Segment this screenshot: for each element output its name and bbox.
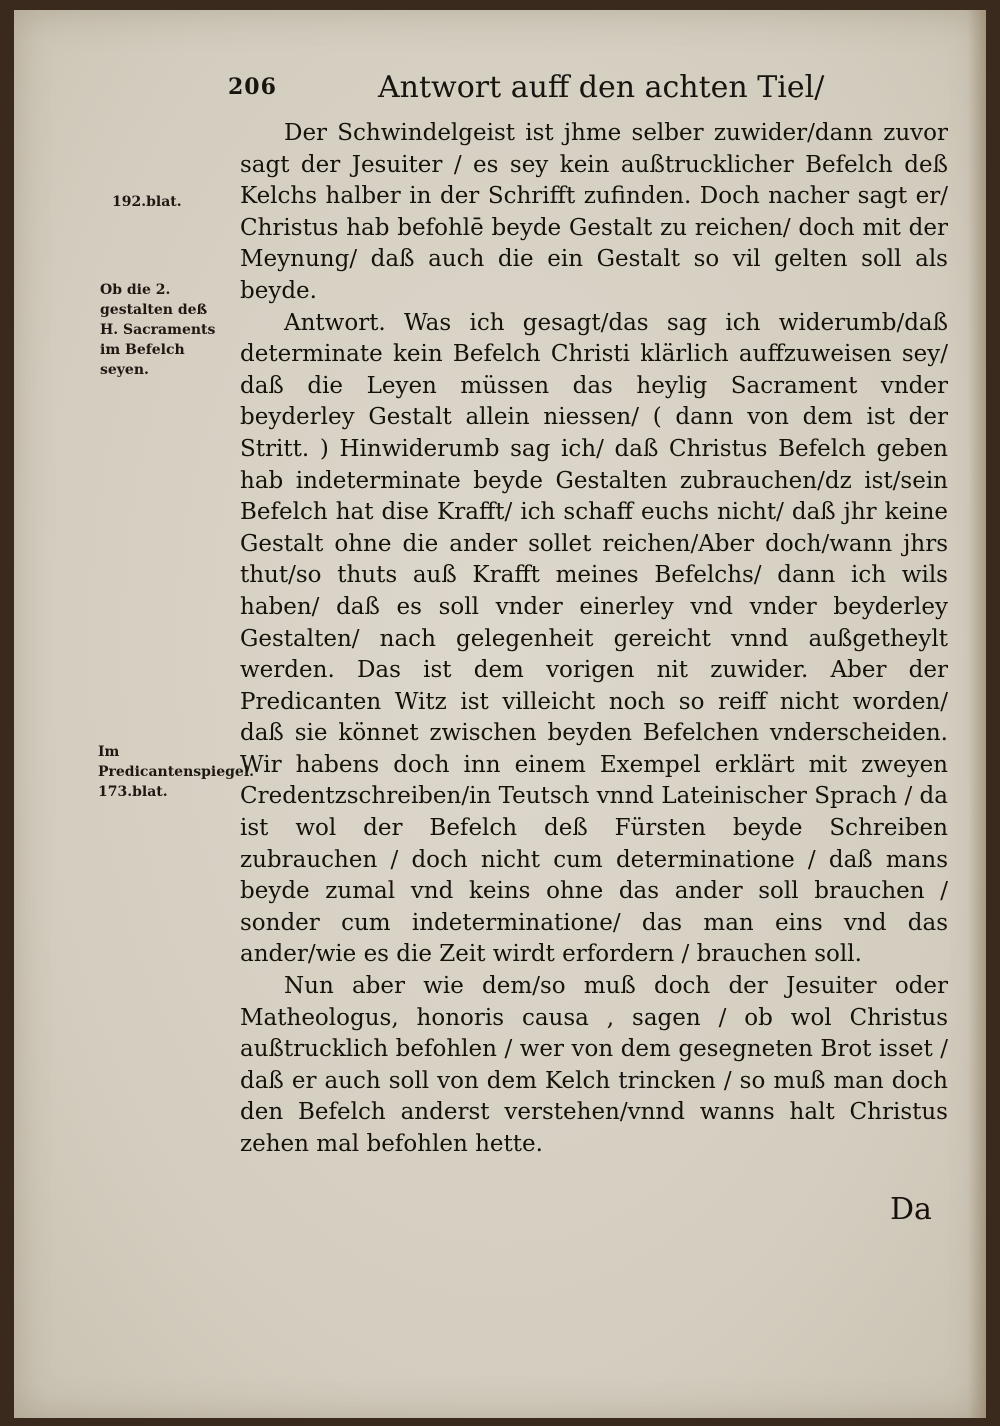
catchword: Da <box>890 1192 932 1227</box>
running-title: Antwort auff den achten Tiel/ <box>378 70 825 105</box>
page-header <box>228 70 825 110</box>
paragraph-1: Der Schwindelgeist ist jhme selber zuwider/dann zuvor sagt der Jesuiter / es sey kein außtrucklicher Befelch deß Kelchs halber in der Schrifft zufinden. Doch nacher sagt er/ Christus hab befohlē beyde Gestalt zu reichen/ doch mit der Meynung/ daß auch die ein Gestalt so vil gelten soll als beyde. <box>240 120 948 304</box>
paragraph-2: Antwort. Was ich gesagt/das sag ich widerumb/daß determinate kein Befelch Christi klärlich auffzuweisen sey/ daß die Leyen müssen das heylig Sacrament vnder beyderley Gestalt allein niessen/ ( dann von dem ist der Stritt. ) Hinwiderumb sag ich/ daß Christus Befelch geben hab indeterminate beyde Gestalten zubrauchen/dz ist/sein Befelch hat dise Krafft/ ich schaff euchs nicht/ daß jhr keine Gestalt ohne die ander sollet reichen/Aber doch/wann jhrs thut/so thuts auß Krafft meines Befelchs/ dann ich wils haben/ daß es soll vnder einerley vnd vnder beyderley Gestalten/ nach gelegenheit gereicht vnnd außgetheylt werden. Das ist dem vorigen nit zuwider. Aber der Predicanten Witz ist villeicht noch so reiff nicht worden/ daß sie könnet zwischen beyden Befelchen vnderscheiden. Wir habens doch inn einem Exempel erklärt mit zweyen Credentzschreiben/in Teutsch vnnd Lateinischer Sprach / da ist wol der Befelch deß Fürsten beyde Schreiben zubrauchen / doch nicht cum determinatione / daß mans beyde zumal vnd keins ohne das ander soll brauchen / sonder cum indeterminatione/ das man eins vnd das ander/wie es die Zeit wirdt erfordern / brauchen soll. <box>240 309 948 968</box>
marginal-note-2: Ob die 2. gestalten deß H. Sacraments im Befelch seyen. <box>100 282 216 378</box>
main-text <box>240 118 948 1161</box>
marginal-note-3: Im Predicantenspiegel. 173.blat. <box>98 744 255 800</box>
marginal-note-1: 192.blat. <box>112 194 182 210</box>
page-edge-shadow <box>968 10 986 1418</box>
page-number: 206 <box>228 74 277 100</box>
paragraph-3: Nun aber wie dem/so muß doch der Jesuiter oder Matheologus, honoris causa , sagen / ob wol Christus außtrucklich befohlen / wer von dem gesegneten Brot isset / daß er auch soll von dem Kelch trincken / so muß man doch den Befelch anderst verstehen/vnnd wanns halt Christus zehen mal befohlen hette. <box>240 973 948 1157</box>
